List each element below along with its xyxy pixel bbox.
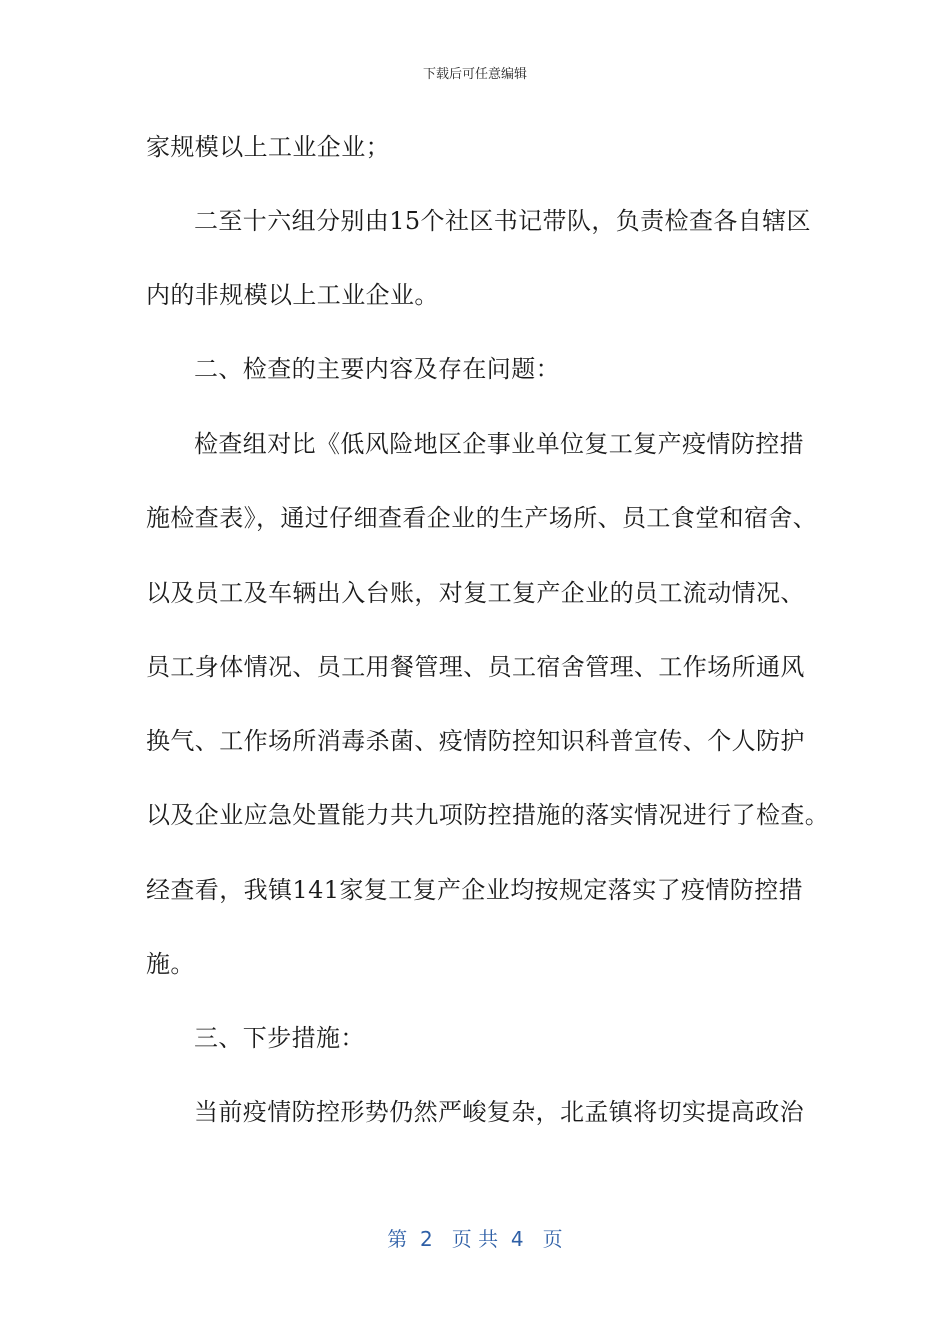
text-line: 当前疫情防控形势仍然严峻复杂，北孟镇将切实提高政治 — [194, 1098, 804, 1126]
text-line: 换气、工作场所消毒杀菌、疫情防控知识科普宣传、个人防护 — [146, 727, 805, 755]
text-line: 家规模以上工业企业； — [146, 133, 390, 161]
text-line: 二至十六组分别由15个社区书记带队，负责检查各自辖区 — [194, 207, 811, 235]
text-line: 施。 — [146, 950, 195, 978]
section-heading: 二、检查的主要内容及存在问题： — [194, 355, 560, 383]
text-line: 施检查表》，通过仔细查看企业的生产场所、员工食堂和宿舍、 — [146, 504, 818, 532]
header-note: 下载后可任意编辑 — [422, 67, 527, 82]
text-line: 经查看，我镇141家复工复产企业均按规定落实了疫情防控措 — [146, 876, 804, 904]
text-line: 内的非规模以上工业企业。 — [146, 281, 439, 309]
text-line: 以及员工及车辆出入台账，对复工复产企业的员工流动情况、 — [146, 579, 805, 607]
page-number-footer: 第 2 页 共 4 页 — [387, 1227, 563, 1251]
section-heading: 三、下步措施： — [194, 1024, 365, 1052]
text-line: 以及企业应急处置能力共九项防控措施的落实情况进行了检查。 — [146, 801, 830, 829]
text-line: 员工身体情况、员工用餐管理、员工宿舍管理、工作场所通风 — [146, 653, 805, 681]
text-line: 检查组对比《低风险地区企事业单位复工复产疫情防控措 — [194, 430, 804, 458]
